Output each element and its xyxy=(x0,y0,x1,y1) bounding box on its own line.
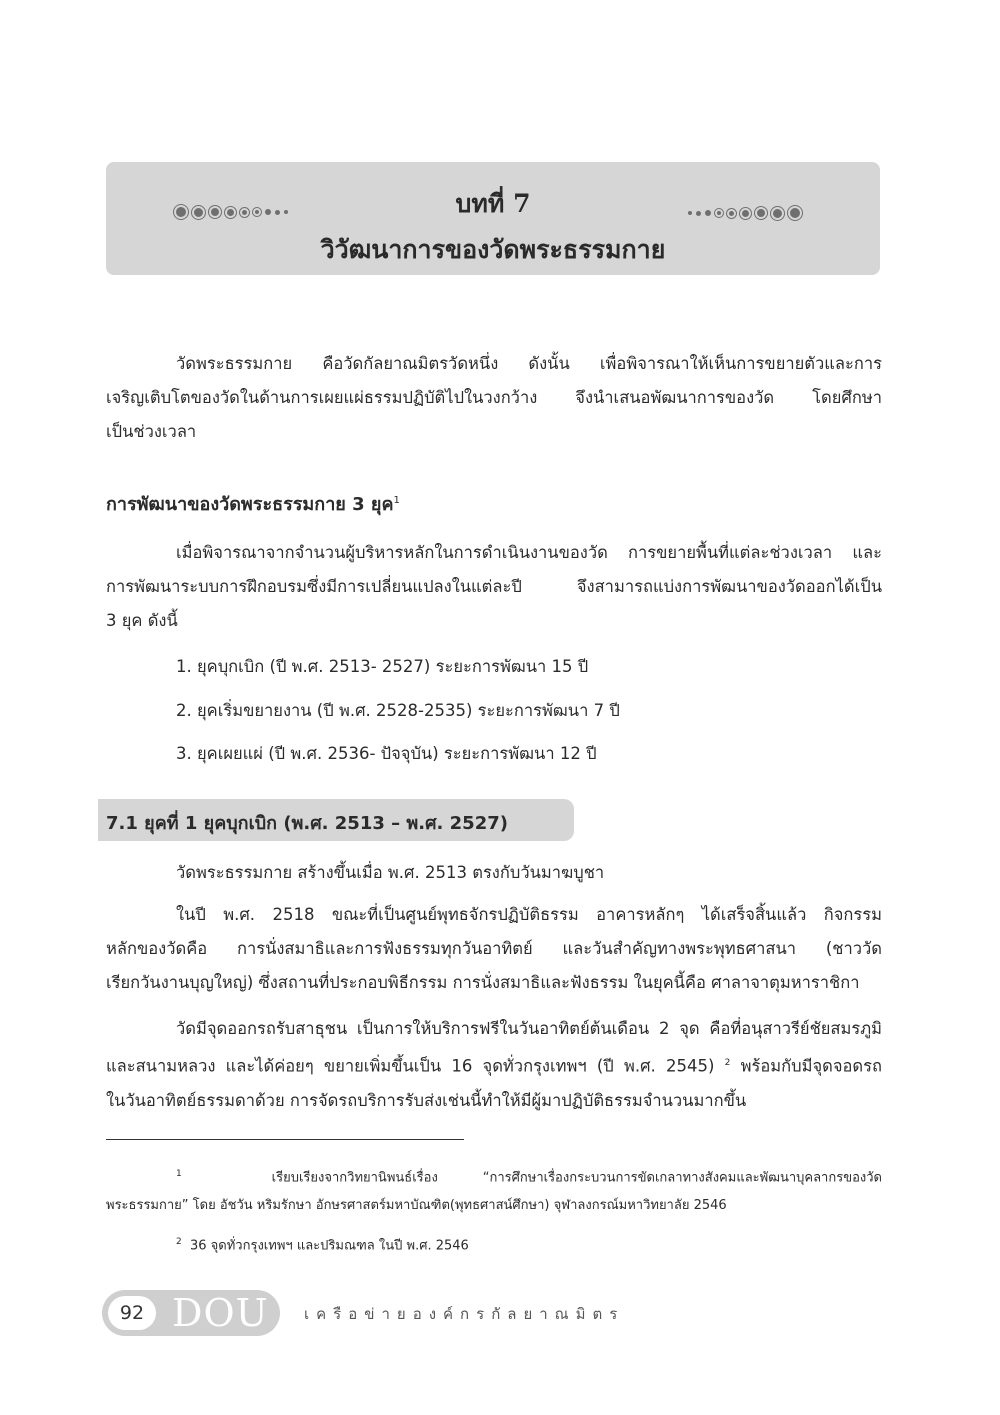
era-list-item: 1. ยุคบุกเบิก (ปี พ.ศ. 2513- 2527) ระยะการพัฒนา 15 ปี xyxy=(176,657,589,676)
footer-caption: เครือข่ายองค์กรกัลยาณมิตร xyxy=(304,1305,625,1323)
footnote-text: เรียบเรียงจากวิทยานิพนธ์เรื่อง “การศึกษาเรื่องกระบวนการขัดเกลาทางสังคมและพัฒนาบุคลากรของวัด xyxy=(271,1170,882,1186)
page-number: 92 xyxy=(108,1296,156,1330)
decorative-dots-right xyxy=(688,206,802,220)
section-heading xyxy=(106,489,400,518)
footnote-line xyxy=(106,1160,882,1192)
footnote-ref: 1 xyxy=(393,495,400,506)
overview-line: เมื่อพิจารณาจากจำนวนผู้บริหารหลักในการดำเนินงานของวัด การขยายพื้นที่แต่ละช่วงเวลา และ xyxy=(176,543,882,562)
chapter-title: บทที่ 7 xyxy=(455,189,531,218)
overview-line: 3 ยุค ดังนี้ xyxy=(106,611,178,630)
dou-logo: DOU xyxy=(172,1291,269,1335)
intro-paragraph xyxy=(106,347,882,449)
section-title-bar xyxy=(98,799,574,841)
section-para3-line: ในวันอาทิตย์ธรรมดาด้วย การจัดรถบริการรับส่งเช่นนี้ทำให้มีผู้มาปฏิบัติธรรมจำนวนมากขึ้น xyxy=(106,1090,747,1110)
section-paragraph-2 xyxy=(106,898,882,1000)
footnote-2 xyxy=(106,1228,882,1260)
section-para3-line2-text: และสนามหลวง และได้ค่อยๆ ขยายเพิ่มขึ้นเป็น 16 จุดทั่วกรุงเทพฯ (ปี พ.ศ. 2545) xyxy=(106,1056,715,1076)
section-para2-line: ในปี พ.ศ. 2518 ขณะที่เป็นศูนย์พุทธจักรปฏิบัติธรรม อาคารหลักๆ ได้เสร็จสิ้นแล้ว กิจกรรม xyxy=(176,905,882,924)
footnote-line: พระธรรมกาย” โดย อัชวัน หริมรักษา อักษรศาสตร์มหาบัณฑิต(พุทธศาสน์ศึกษา) จุฬาลงกรณ์มหาวิทยาลัย 2546 xyxy=(106,1198,727,1214)
chapter-subtitle: วิวัฒนาการของวัดพระธรรมกาย xyxy=(320,235,666,264)
section-para3-line: วัดมีจุดออกรถรับสาธุชน เป็นการให้บริการฟรีในวันอาทิตย์ต้นเดือน 2 จุด คือที่อนุสาวรีย์ชัยสมรภูมิ xyxy=(176,1019,882,1038)
footnote-line xyxy=(106,1228,882,1260)
section-para2-line: หลักของวัดคือ การนั่งสมาธิและการฟังธรรมทุกวันอาทิตย์ และวันสำคัญทางพระพุทธศาสนา (ชาววัด xyxy=(106,939,882,958)
footer-badge xyxy=(102,1290,280,1336)
section-title: 7.1 ยุคที่ 1 ยุคบุกเบิก (พ.ศ. 2513 – พ.ศ. 2527) xyxy=(106,813,508,834)
footnote-ref: 2 xyxy=(724,1058,731,1068)
overview-line: การพัฒนาระบบการฝึกอบรมซึ่งมีการเปลี่ยนแปลงในแต่ละปี จึงสามารถแบ่งการพัฒนาของวัดออกได้เป็น xyxy=(106,577,882,596)
section-heading-text: การพัฒนาของวัดพระธรรมกาย 3 ยุค xyxy=(106,494,394,515)
section-para3-line xyxy=(106,1046,882,1084)
section-para1-line: วัดพระธรรมกาย สร้างขึ้นเมื่อ พ.ศ. 2513 ตรงกับวันมาฆบูชา xyxy=(176,863,605,882)
chapter-header xyxy=(106,162,880,275)
intro-line: เป็นช่วงเวลา xyxy=(106,422,197,441)
footnote-number: 1 xyxy=(176,1169,182,1179)
era-list-item: 3. ยุคเผยแผ่ (ปี พ.ศ. 2536- ปัจจุบัน) ระยะการพัฒนา 12 ปี xyxy=(176,744,597,763)
footnote-divider xyxy=(106,1139,464,1140)
intro-line: เจริญเติบโตของวัดในด้านการเผยแผ่ธรรมปฏิบัติไปในวงกว้าง จึงนำเสนอพัฒนาการของวัด โดยศึกษา xyxy=(106,388,882,407)
footnote-number: 2 xyxy=(176,1237,182,1247)
overview-paragraph xyxy=(106,536,882,638)
section-paragraph-1 xyxy=(106,856,882,890)
intro-line: วัดพระธรรมกาย คือวัดกัลยาณมิตรวัดหนึ่ง ดังนั้น เพื่อพิจารณาให้เห็นการขยายตัวและการ xyxy=(176,354,882,373)
era-list-item: 2. ยุคเริ่มขยายงาน (ปี พ.ศ. 2528-2535) ระยะการพัฒนา 7 ปี xyxy=(176,701,620,720)
section-paragraph-3 xyxy=(106,1012,882,1118)
section-para3-line2-tail: พร้อมกับมีจุดจอดรถ xyxy=(740,1056,883,1076)
footnote-1 xyxy=(106,1160,882,1220)
section-para2-line: เรียกวันงานบุญใหญ่) ซึ่งสถานที่ประกอบพิธีกรรม การนั่งสมาธิและฟังธรรม ในยุคนี้คือ ศาลาจาตุมหาราชิกา xyxy=(106,973,860,992)
footnote-text: 36 จุดทั่วกรุงเทพฯ และปริมณฑล ในปี พ.ศ. 2546 xyxy=(190,1238,469,1254)
